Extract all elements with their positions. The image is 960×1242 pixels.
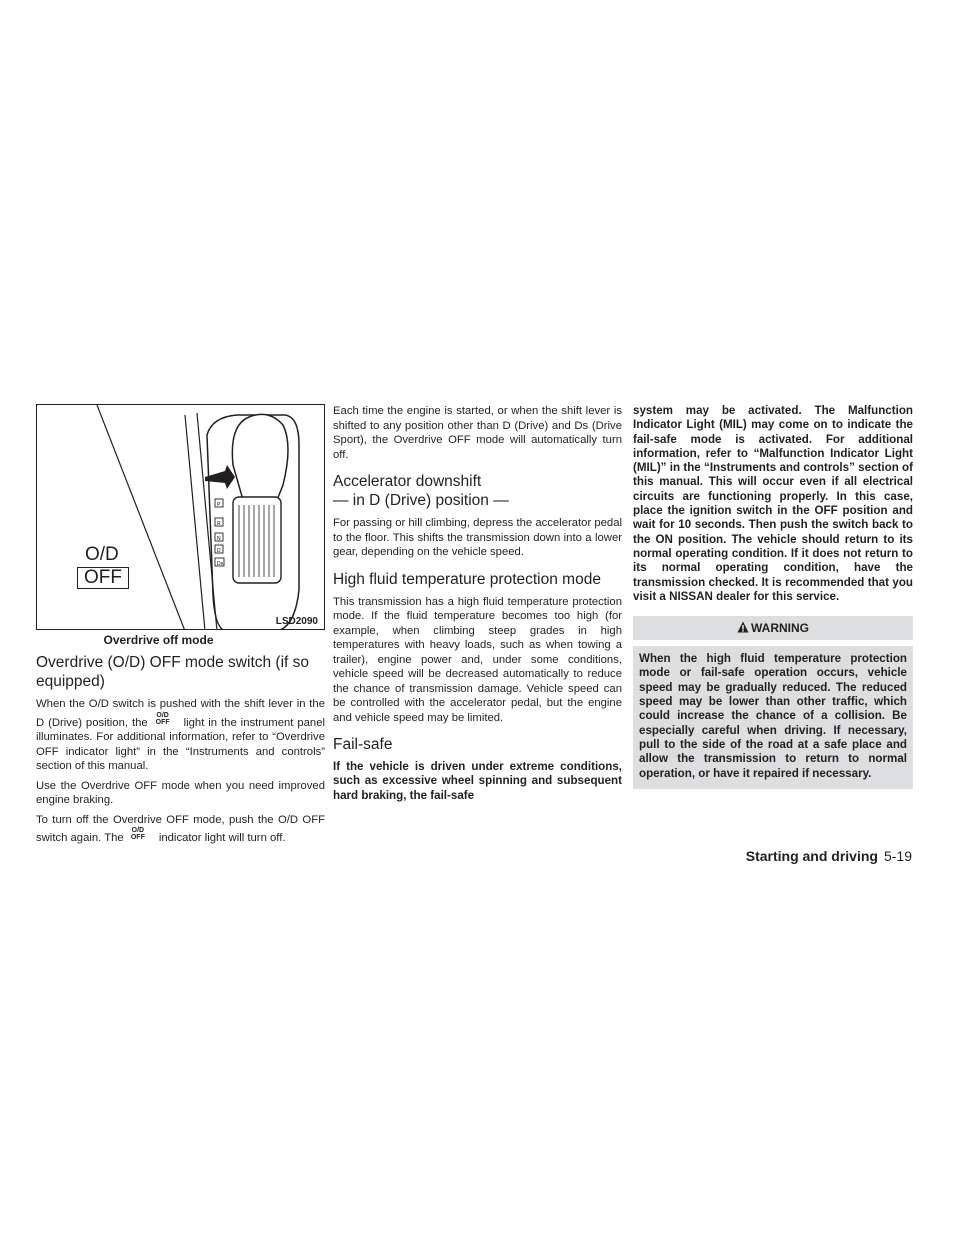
page-number: 5-19 xyxy=(883,848,912,864)
column-1 xyxy=(36,404,325,851)
off-label: OFF xyxy=(77,567,129,589)
section-heading-overdrive: Overdrive (O/D) OFF mode switch (if so equipped) xyxy=(36,654,310,690)
warning-header xyxy=(633,616,913,640)
figure-caption: Overdrive off mode xyxy=(103,633,214,647)
section-heading-fail-safe: Fail-safe xyxy=(333,736,393,753)
warning-box xyxy=(633,646,913,789)
od-off-symbol-icon: O/D OFF xyxy=(155,711,170,726)
column-2 xyxy=(333,404,622,808)
overdrive-figure xyxy=(36,404,325,630)
gate-letter: P xyxy=(217,502,221,508)
page-footer xyxy=(746,848,912,864)
gate-letter: N xyxy=(217,536,221,542)
paragraph: When the O/D switch is pushed with the shift lever in the D (Drive) position, the O/D OFF light in the instrument panel illuminates. For additional information, refer to “Overdrive OFF indicator light” in the “Instruments and controls” section of this manual. xyxy=(36,698,326,772)
paragraph: Use the Overdrive OFF mode when you need improved engine braking. xyxy=(36,779,325,806)
od-off-symbol-icon: O/D OFF xyxy=(130,827,145,841)
warning-title: WARNING xyxy=(751,621,809,636)
footer-section-title: Starting and driving xyxy=(745,848,878,864)
paragraph: For passing or hill climbing, depress the accelerator pedal to the floor. This shifts the transmission down into a lower gear, depending on the vehicle speed. xyxy=(333,517,622,558)
warning-text: When the high fluid temperature protection mode or fail-safe operation occurs, vehicle speed may be gradually reduced. The reduced speed may be lower than other traffic, which could increase the chance of a collision. Be especially careful when driving. If necessary, pull to the side of the road at a safe place and allow the transmission to return to normal operation, or have it repaired if necessary. xyxy=(639,652,907,780)
paragraph: To turn off the Overdrive OFF mode, push the O/D OFF switch again. The O/D OFF indicator light will turn off. xyxy=(36,813,325,844)
paragraph: If the vehicle is driven under extreme conditions, such as excessive wheel spinning and subsequent hard braking, the fail-safe xyxy=(333,760,622,802)
figure-id: LSD2090 xyxy=(275,616,318,627)
warning-triangle-icon xyxy=(737,621,749,633)
paragraph: system may be activated. The Malfunction Indicator Light (MIL) may come on to indicate the fail-safe mode is activated. For additional information, refer to “Malfunction Indicator Light (MIL)” in the “Instruments and controls” section of this manual. This will occur even if all electrical circuits are functioning properly. In this case, place the ignition switch in the OFF position and wait for 10 seconds. Then push the switch back to the ON position. The vehicle should return to its normal operating condition. If it does not return to its normal operating condition, have the transmission checked. It is recommended that you visit a NISSAN dealer for this service. xyxy=(633,404,913,603)
paragraph: Each time the engine is started, or when the shift lever is shifted to any position other than D (Drive) and Ds (Drive Sport), the Overdrive OFF mode will automatically turn off. xyxy=(333,405,622,461)
section-heading-fluid-temp: High fluid temperature protection mode xyxy=(333,570,601,588)
gate-letter: Ds xyxy=(217,561,224,567)
od-label: O/D xyxy=(85,544,119,565)
paragraph: This transmission has a high fluid temperature protection mode. If the fluid temperature becomes too high (for example, when climbing steep grades in high temperatures with heavy loads, such as when towing a trailer), engine power and, under some conditions, vehicle speed will be decreased automatically to reduce the chance of transmission damage. Vehicle speed can be controlled with the accelerator pedal, but the engine and vehicle speed may be limited. xyxy=(333,595,622,724)
gate-letter: R xyxy=(217,521,221,527)
shift-lever-illustration xyxy=(37,405,325,630)
section-heading-accelerator: Accelerator downshift — in D (Drive) position — xyxy=(333,473,509,509)
column-3 xyxy=(633,404,913,789)
gate-letter: D xyxy=(217,548,221,554)
